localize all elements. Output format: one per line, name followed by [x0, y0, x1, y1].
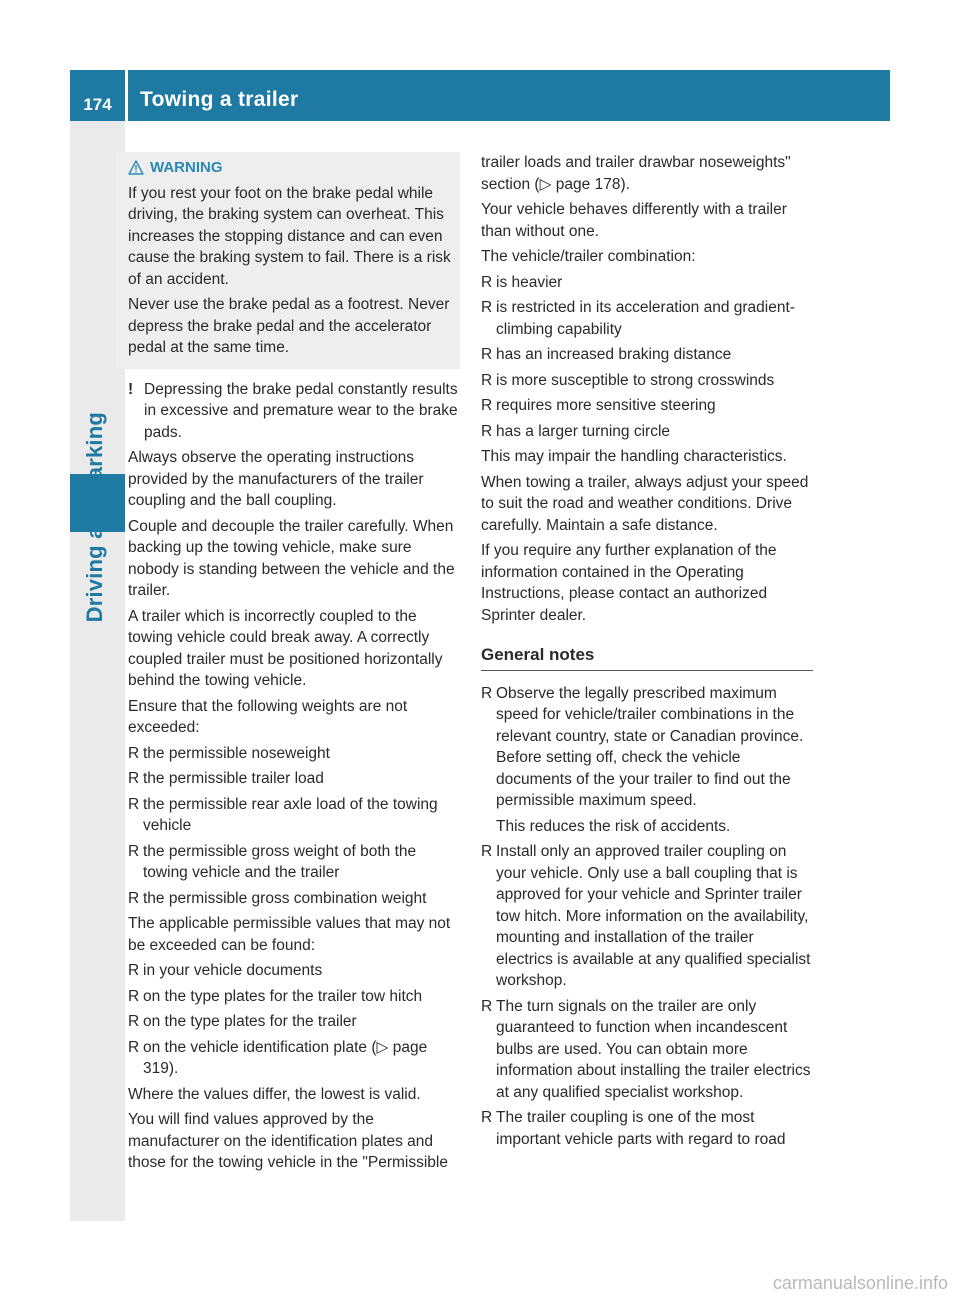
warning-box — [116, 152, 460, 369]
page-title: Towing a trailer — [140, 88, 299, 111]
right-column — [481, 152, 813, 1154]
list-item — [128, 1037, 460, 1080]
bullet-icon: R — [128, 1038, 140, 1056]
page-number: 174 — [83, 94, 112, 114]
paragraph: This may impair the handling characteristics. — [481, 448, 787, 465]
list-item: R in your vehicle documents — [128, 960, 460, 982]
paragraph: Where the values differ, the lowest is valid. — [128, 1085, 421, 1103]
list-item: R the permissible noseweight — [128, 743, 460, 765]
bullet-icon: R — [481, 843, 493, 860]
list-item: R Observe the legally prescribed maximum speed for vehicle/trailer combinations in the relevant country, state or Canadian province. Before setting off, check the vehicle documents of the your trailer to find out the permissible maximum speed. — [481, 683, 813, 812]
bullet-icon: R — [481, 346, 493, 363]
paragraph: The vehicle/trailer combination: — [481, 248, 696, 265]
bullet-icon: R — [128, 770, 140, 787]
bullet-icon: R — [481, 422, 493, 440]
general-notes-list-continued — [481, 841, 813, 1150]
bullet-icon: R — [481, 997, 493, 1015]
list-item: R is heavier — [481, 272, 813, 294]
list-item: R is restricted in its acceleration and gradient-climbing capability — [481, 297, 813, 340]
exclamation-icon: ! — [128, 380, 134, 398]
paragraph: This reduces the risk of accidents. — [496, 817, 731, 835]
caution-text: Depressing the brake pedal constantly results in excessive and premature wear to the brake pads. — [144, 380, 458, 441]
warning-title: WARNING — [150, 159, 223, 176]
paragraph: trailer loads and trailer drawbar noseweights" section (▷ page 178). — [481, 154, 791, 193]
weights-list — [128, 743, 460, 910]
warning-triangle-icon — [128, 160, 144, 175]
bullet-icon: R — [128, 962, 140, 979]
chapter-tab — [82, 412, 112, 442]
header-divider — [125, 70, 128, 121]
section-heading: General notes — [481, 630, 813, 671]
bullet-icon: R — [128, 889, 140, 907]
list-item: R The trailer coupling is one of the most important vehicle parts with regard to road — [481, 1107, 813, 1150]
bullet-icon: R — [128, 744, 140, 762]
list-item: R has a larger turning circle — [481, 421, 813, 443]
bullet-icon: R — [481, 371, 493, 389]
paragraph: The applicable permissible values that may not be exceeded can be found: — [128, 915, 451, 954]
warning-heading — [128, 157, 454, 179]
paragraph: If you require any further explanation of the information contained in the Operating Instructions, please contact an authorized Sprinter dealer. — [481, 542, 777, 624]
list-item: R on the type plates for the trailer — [128, 1011, 460, 1033]
bullet-icon: R — [481, 397, 493, 414]
paragraph: Couple and decouple the trailer carefully. When backing up the towing vehicle, make sure nobody is standing between the vehicle and the trailer. — [128, 517, 455, 599]
list-item: R requires more sensitive steering — [481, 395, 813, 417]
chapter-marker — [70, 474, 125, 532]
paragraph: You will find values approved by the manufacturer on the identification plates and those for the towing vehicle in the "Permissible — [128, 1111, 448, 1171]
left-column — [128, 152, 460, 1178]
bullet-icon: R — [128, 1013, 140, 1030]
list-item: R the permissible gross weight of both the towing vehicle and the trailer — [128, 841, 460, 884]
combination-list — [481, 272, 813, 443]
sources-list — [128, 960, 460, 1080]
list-item: R Install only an approved trailer coupling on your vehicle. Only use a ball coupling that is approved for your vehicle and Sprinter trailer tow hitch. More information on the availability, mounting and installation of the trailer electrics is available at any qualified specialist workshop. — [481, 841, 813, 992]
caution-note — [128, 379, 460, 444]
paragraph: Your vehicle behaves differently with a trailer than without one. — [481, 201, 787, 240]
bullet-icon: R — [481, 299, 493, 316]
general-notes-list — [481, 683, 813, 812]
paragraph: Always observe the operating instructions provided by the manufacturers of the trailer coupling and the ball coupling. — [128, 449, 424, 509]
list-item: R on the type plates for the trailer tow hitch — [128, 986, 460, 1008]
bullet-icon: R — [128, 842, 140, 860]
bullet-icon: R — [481, 1109, 493, 1126]
paragraph: When towing a trailer, always adjust your speed to suit the road and weather conditions. Drive carefully. Maintain a safe distance. — [481, 473, 809, 534]
list-item: R is more susceptible to strong crosswinds — [481, 370, 813, 392]
warning-text: Never use the brake pedal as a footrest. Never depress the brake pedal and the accelerator pedal at the same time. — [128, 296, 450, 356]
page-reference[interactable]: on the vehicle identification plate (▷ page 319). — [143, 1038, 428, 1077]
bullet-icon: R — [481, 273, 493, 291]
list-item: R the permissible gross combination weight — [128, 888, 460, 910]
paragraph: Ensure that the following weights are not exceeded: — [128, 697, 408, 736]
list-item: R The turn signals on the trailer are only guaranteed to function when incandescent bulbs are used. You can obtain more information about installing the trailer electrics at any qualified specialist workshop. — [481, 996, 813, 1104]
bullet-icon: R — [128, 987, 140, 1005]
list-item: R the permissible trailer load — [128, 768, 460, 790]
list-item: R the permissible rear axle load of the towing vehicle — [128, 794, 460, 837]
paragraph: A trailer which is incorrectly coupled to the towing vehicle could break away. A correctly coupled trailer must be positioned horizontally behind the towing vehicle. — [128, 607, 443, 689]
list-item: R has an increased braking distance — [481, 344, 813, 366]
warning-text: If you rest your foot on the brake pedal while driving, the braking system can overheat. This increases the stopping distance and can even cause the braking system to fail. There is a risk of an accident. — [128, 184, 451, 288]
bullet-icon: R — [128, 795, 140, 813]
watermark: carmanualsonline.info — [772, 1273, 948, 1293]
bullet-icon: R — [481, 684, 493, 702]
